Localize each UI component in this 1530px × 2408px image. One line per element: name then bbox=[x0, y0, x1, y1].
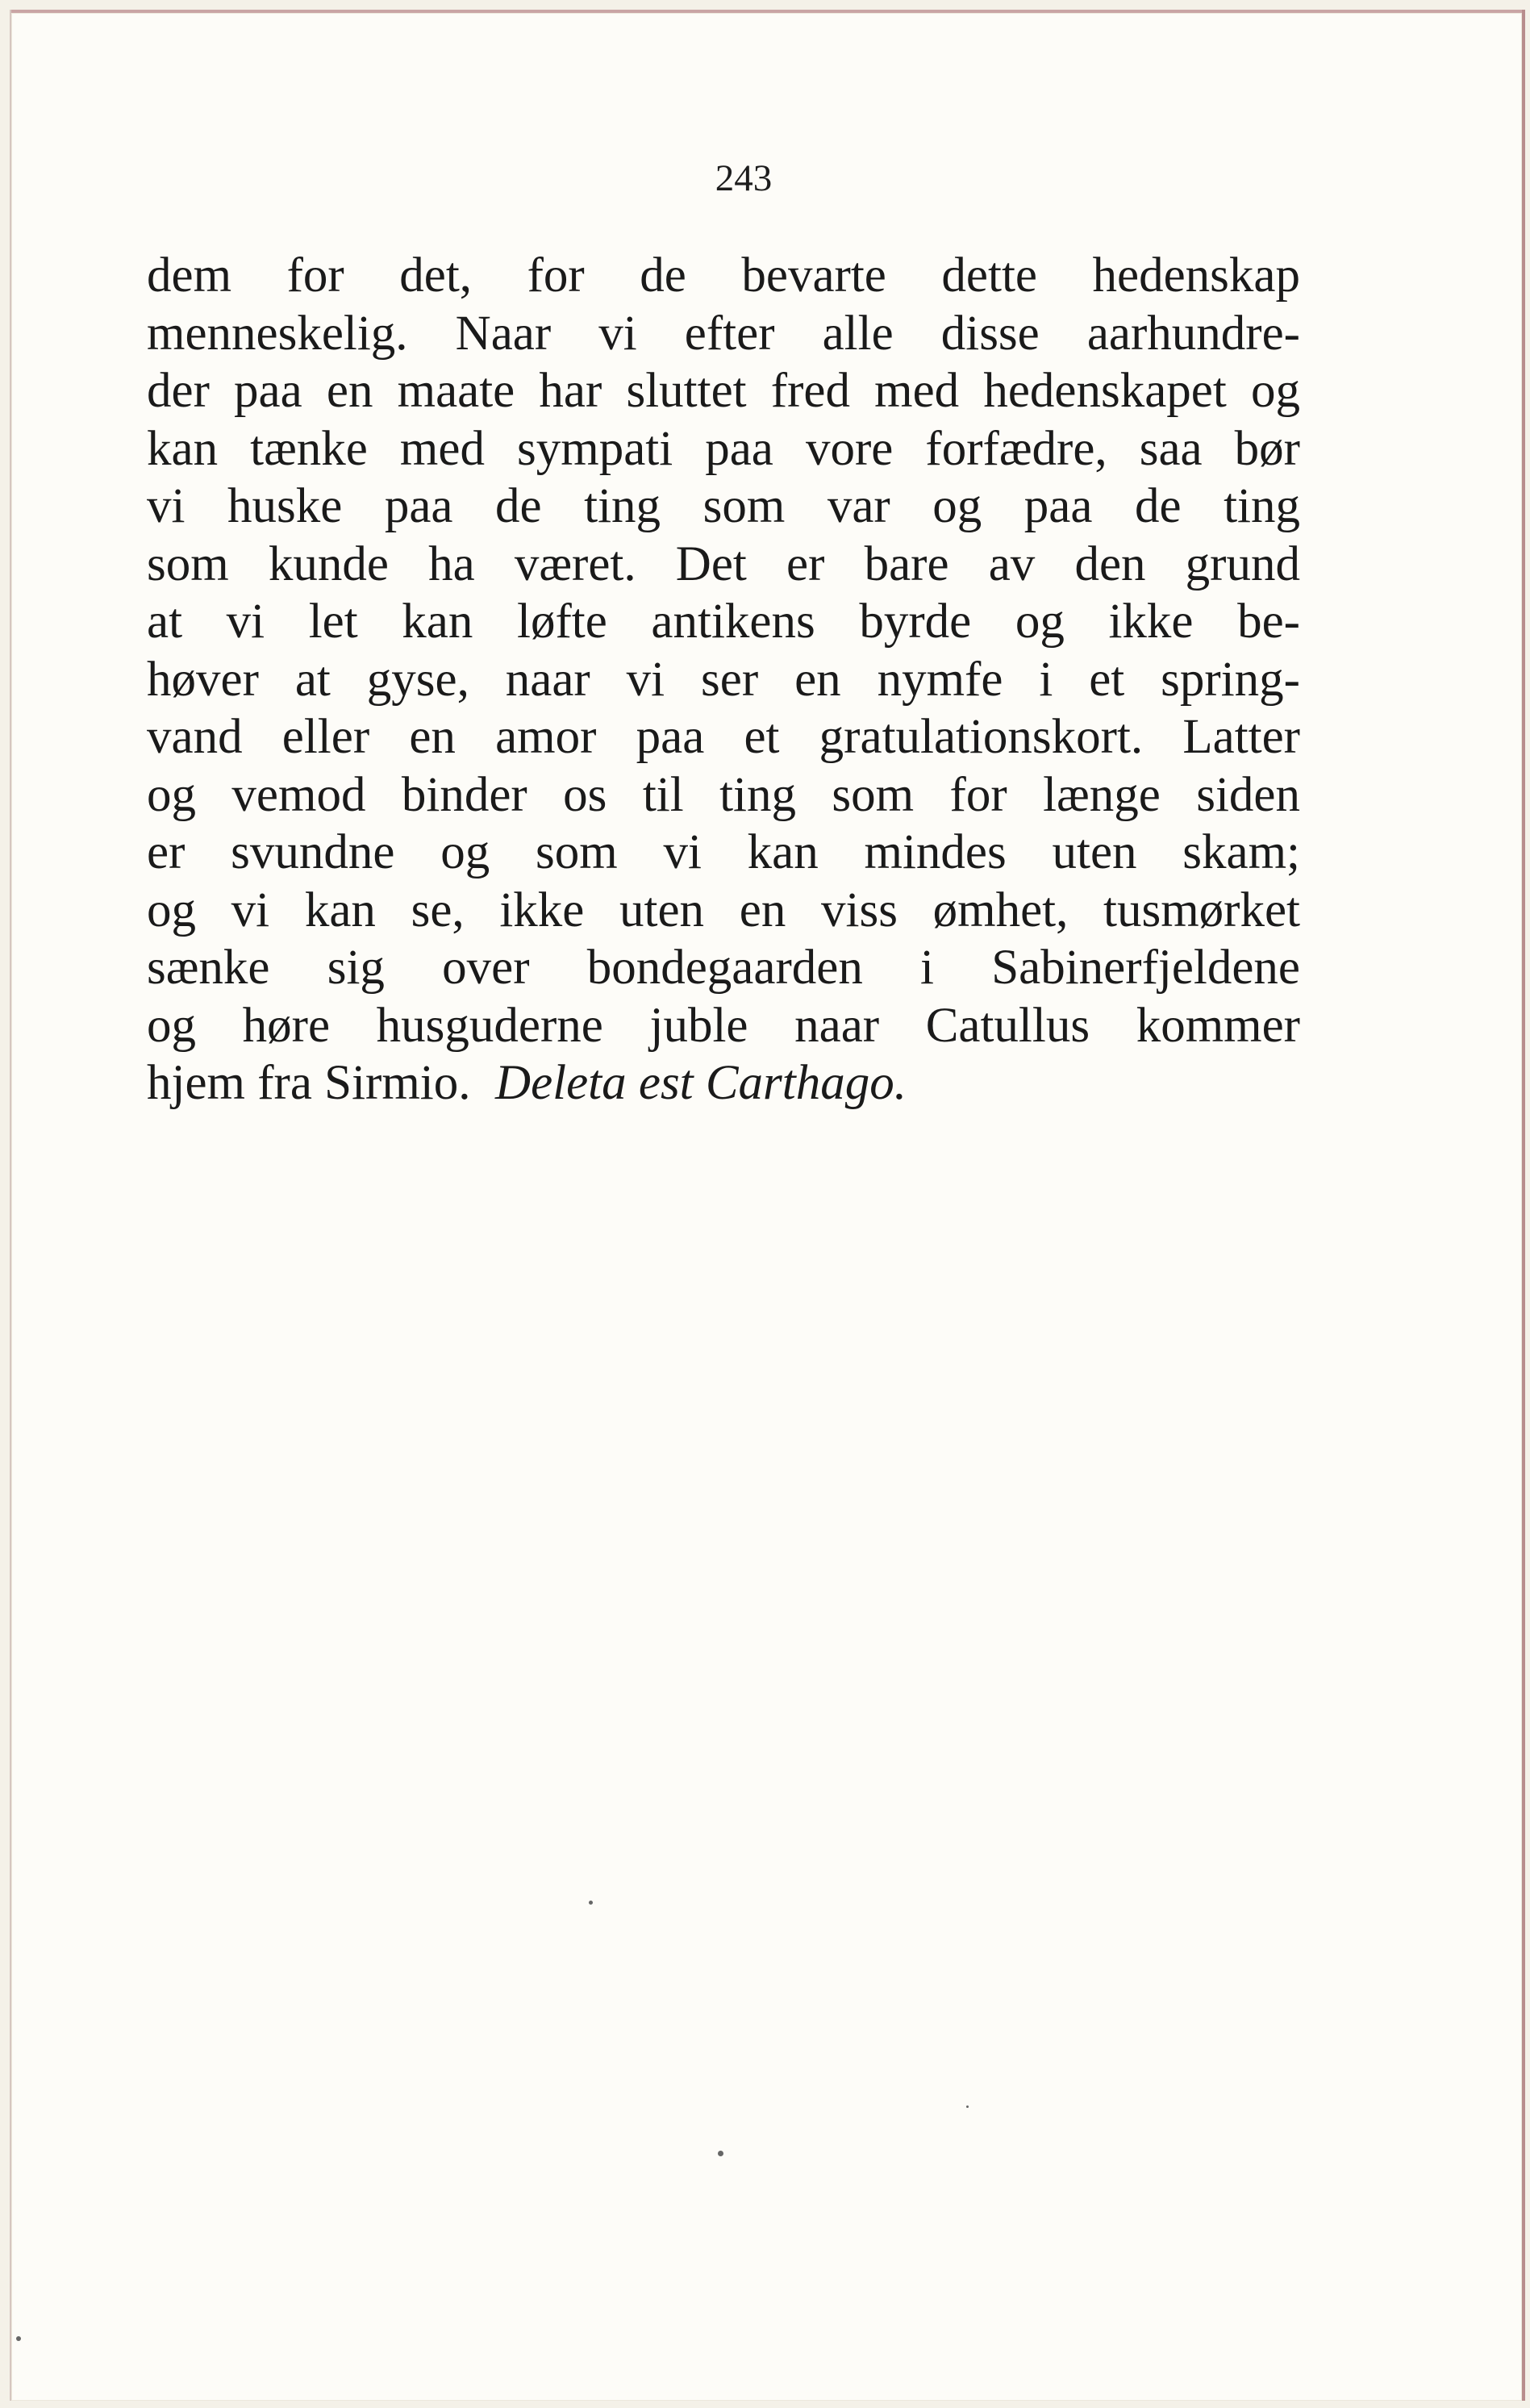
text-line: som kunde ha været. Det er bare av den grund bbox=[147, 536, 1300, 591]
body-text bbox=[147, 247, 1300, 1112]
final-line-text: hjem fra Sirmio. bbox=[147, 1056, 471, 1110]
text-line: og vi kan se, ikke uten en viss ømhet, tusmørket bbox=[147, 883, 1300, 937]
paper-speck bbox=[16, 2336, 21, 2341]
text-line: kan tænke med sympati paa vore forfædre, saa bør bbox=[147, 421, 1300, 476]
text-line: menneskelig. Naar vi efter alle disse aarhundre- bbox=[147, 306, 1300, 361]
paper-speck bbox=[589, 1901, 593, 1905]
page-number: 243 bbox=[715, 157, 773, 199]
text-line: høver at gyse, naar vi ser en nymfe i et spring- bbox=[147, 652, 1300, 707]
text-line: at vi let kan løfte antikens byrde og ikke be- bbox=[147, 595, 1300, 649]
paper-speck bbox=[966, 2105, 969, 2108]
paper-speck bbox=[718, 2151, 723, 2156]
text-line: og vemod binder os til ting som for længe siden bbox=[147, 767, 1300, 822]
text-line: er svundne og som vi kan mindes uten skam; bbox=[147, 825, 1300, 879]
text-line: vi huske paa de ting som var og paa de ting bbox=[147, 479, 1300, 533]
text-line: vand eller en amor paa et gratulationskort. Latter bbox=[147, 710, 1300, 764]
text-line-final bbox=[147, 1054, 1300, 1112]
text-line: dem for det, for de bevarte dette hedenskap bbox=[147, 248, 1300, 303]
text-line: der paa en maate har sluttet fred med hedenskapet og bbox=[147, 364, 1300, 418]
page-edge-right bbox=[1522, 10, 1525, 2401]
closing-phrase: Deleta est Carthago. bbox=[495, 1056, 907, 1110]
text-line: og høre husguderne juble naar Catullus kommer bbox=[147, 998, 1300, 1053]
book-page bbox=[11, 13, 1522, 2401]
text-line: sænke sig over bondegaarden i Sabinerfjeldene bbox=[147, 941, 1300, 995]
